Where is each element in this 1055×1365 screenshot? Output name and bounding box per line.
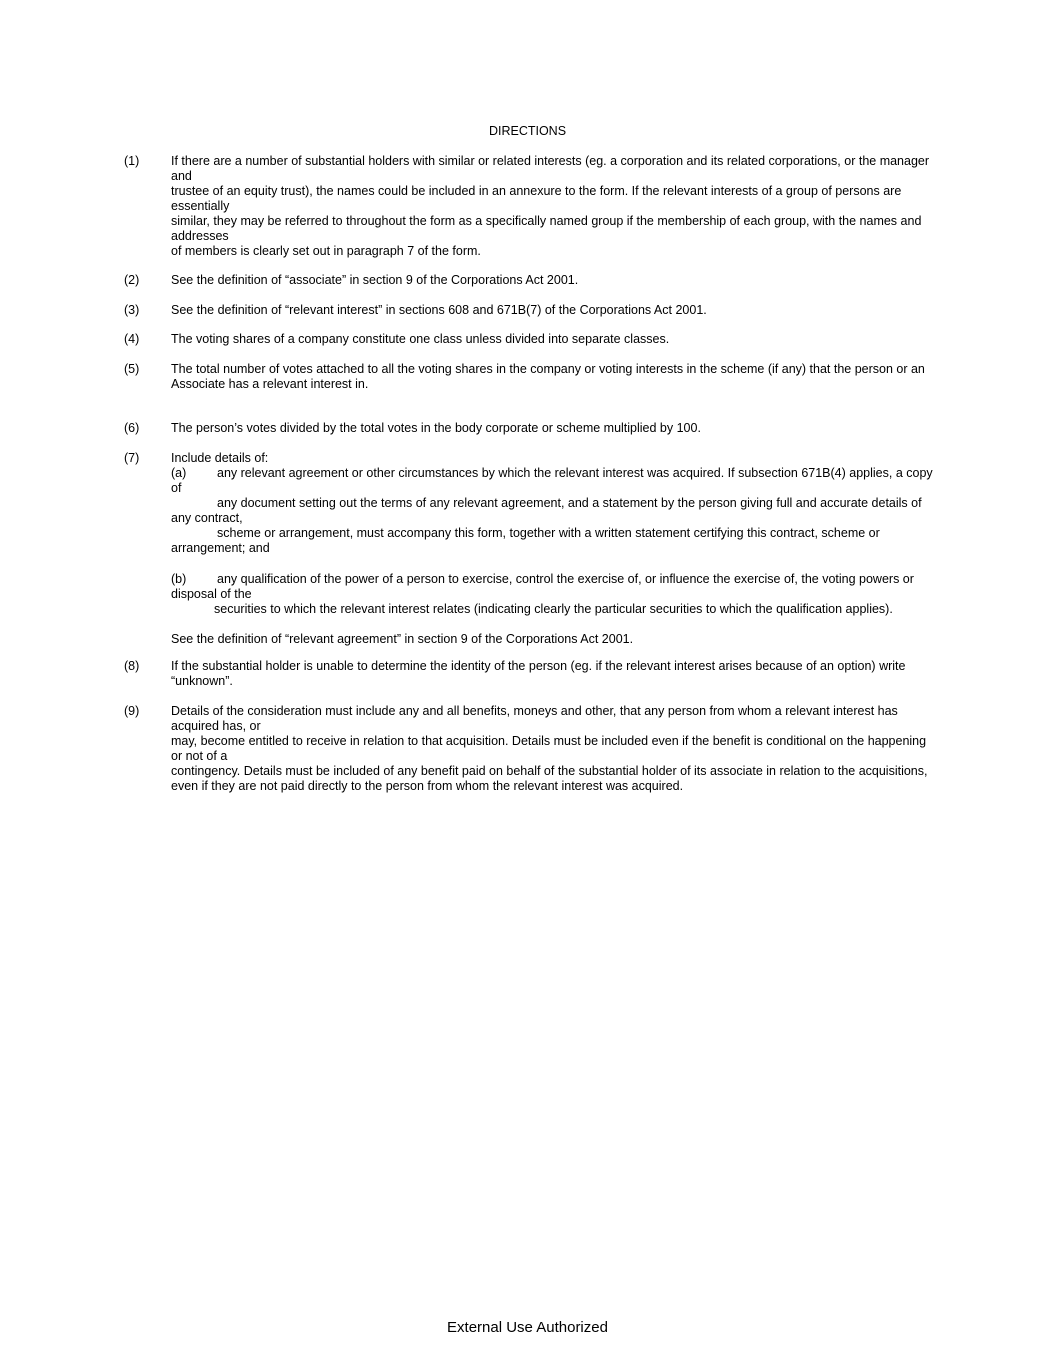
subitem-line-row — [171, 602, 939, 617]
direction-number: (5) — [124, 362, 140, 376]
direction-line: may, become entitled to receive in relation to that acquisition. Details must be included even if the benefit is conditional on the happening or not of a — [171, 734, 927, 763]
spacer — [171, 617, 939, 632]
direction-line: of members is clearly set out in paragraph 7 of the form. — [171, 244, 481, 258]
direction-number: (7) — [124, 451, 140, 465]
direction-number: (4) — [124, 332, 140, 346]
direction-line: The voting shares of a company constitute one class unless divided into separate classes. — [171, 332, 670, 346]
direction-number: (1) — [124, 154, 140, 168]
direction-line: trustee of an equity trust), the names could be included in an annexure to the form. If the relevant interests of a group of persons are essentially — [171, 184, 902, 213]
spacer — [171, 556, 939, 572]
direction-line: similar, they may be referred to throughout the form as a specifically named group if the membership of each group, with the names and addresses — [171, 214, 922, 243]
subitem-line: any document setting out the terms of any relevant agreement, and a statement by the person giving full and accurate details of any contract, — [171, 496, 922, 525]
subitem-b — [171, 572, 939, 602]
direction-line: contingency. Details must be included of any benefit paid on behalf of the substantial holder of its associate in relation to the acquisitions, even if they are not paid directly to the person from whom the relevant interest was acquired. — [171, 764, 928, 793]
direction-line: Associate has a relevant interest in. — [171, 377, 369, 391]
page-title: DIRECTIONS — [488, 124, 567, 138]
direction-line: If there are a number of substantial holders with similar or related interests (eg. a corporation and its related corporations, or the manager and — [171, 154, 930, 183]
direction-line: The person’s votes divided by the total votes in the body corporate or scheme multiplied by 100. — [171, 421, 701, 435]
direction-line: See the definition of “relevant interest” in sections 608 and 671B(7) of the Corporations Act 2001. — [171, 303, 707, 317]
direction-line: If the substantial holder is unable to determine the identity of the person (eg. if the relevant interest arises because of an option) write “unknown”. — [171, 659, 906, 688]
direction-number: (3) — [124, 303, 140, 317]
subitem-line: scheme or arrangement, must accompany this form, together with a written statement certifying this contract, scheme or arrangement; and — [171, 526, 880, 555]
direction-intro: Include details of: — [171, 451, 269, 465]
direction-number: (6) — [124, 421, 140, 435]
direction-number: (2) — [124, 273, 140, 287]
subitem-line: any relevant agreement or other circumstances by which the relevant interest was acquired. If subsection 671B(4) applies, a copy of — [171, 466, 933, 495]
direction-line: Details of the consideration must include any and all benefits, moneys and other, that any person from whom a relevant interest has acquired has, or — [171, 704, 898, 733]
direction-line: See the definition of “associate” in section 9 of the Corporations Act 2001. — [171, 273, 579, 287]
subitem-line: securities to which the relevant interest relates (indicating clearly the particular securities to which the qualification applies). — [214, 602, 893, 616]
subitem-label: (a) — [171, 466, 187, 480]
direction-line: The total number of votes attached to all the voting shares in the company or voting interests in the scheme (if any) that the person or an — [171, 362, 925, 376]
subitem-label: (b) — [171, 572, 187, 586]
subitem-line-row — [171, 526, 939, 556]
footer-classification: External Use Authorized — [447, 1319, 608, 1336]
subitem-line: any qualification of the power of a person to exercise, control the exercise of, or influence the exercise of, the voting powers or disposal of the — [171, 572, 914, 601]
direction-outro: See the definition of “relevant agreement” in section 9 of the Corporations Act 2001. — [171, 632, 634, 646]
direction-number: (8) — [124, 659, 140, 673]
subitem-a — [171, 466, 939, 496]
direction-number: (9) — [124, 704, 140, 718]
subitem-line-row — [171, 496, 939, 526]
